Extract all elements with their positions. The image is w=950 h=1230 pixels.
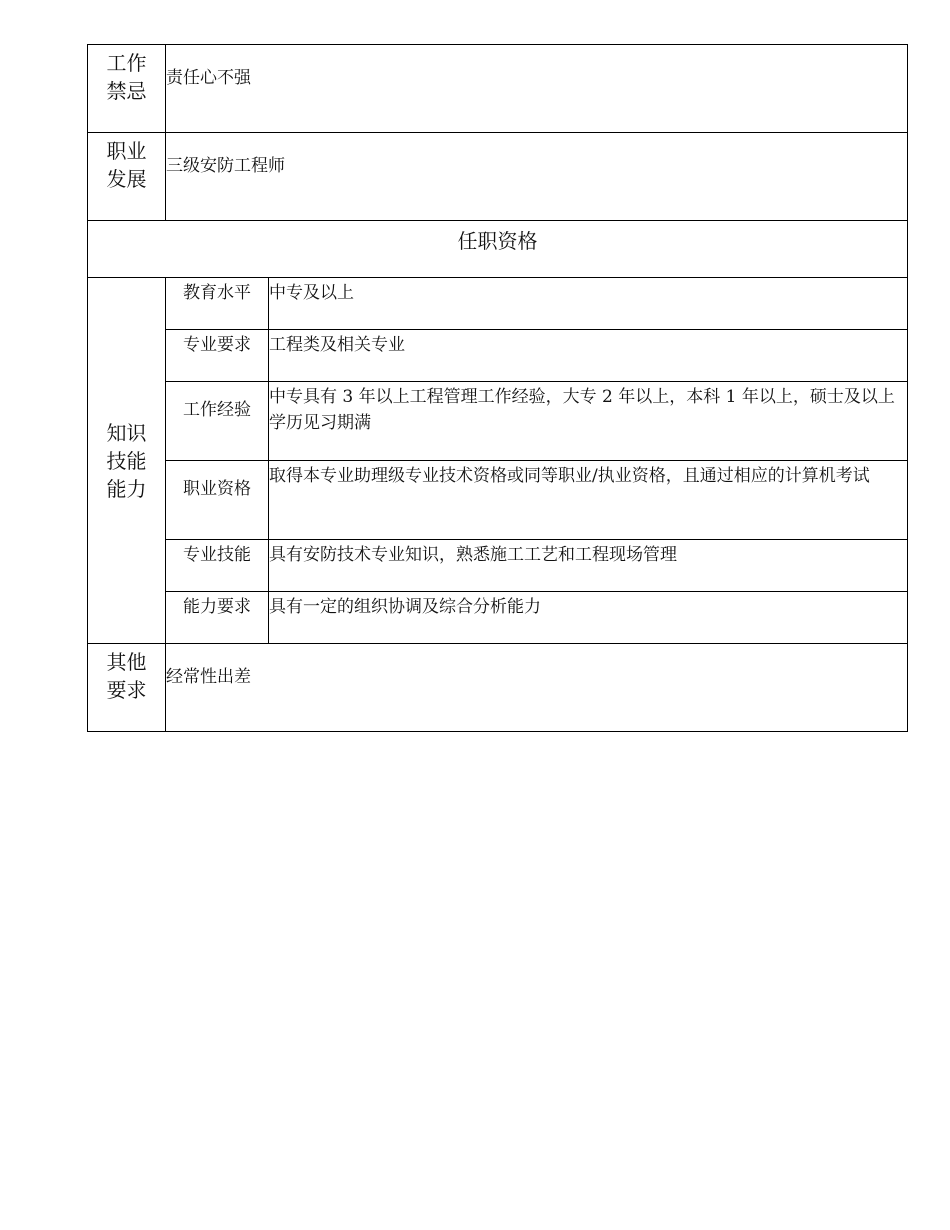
work-taboo-value: 责任心不强 [166,45,908,133]
row-experience [88,382,908,461]
row-major [88,330,908,382]
job-requirements-table [87,44,908,732]
row-other-requirements [88,644,908,732]
other-requirements-value: 经常性出差 [166,644,908,732]
row-education [88,278,908,330]
section-title-text: 任职资格 [457,229,538,253]
row-qualification [88,461,908,540]
qualification-value: 取得本专业助理级专业技术资格或同等职业/执业资格，且通过相应的计算机考试 [269,461,908,540]
professional-skills-value: 具有安防技术专业知识，熟悉施工工艺和工程现场管理 [269,540,908,592]
row-professional-skills [88,540,908,592]
education-value: 中专及以上 [269,278,908,330]
qualification-label: 职业资格 [166,461,269,540]
major-label: 专业要求 [166,330,269,382]
row-career-development [88,133,908,221]
work-taboo-label: 工作禁忌 [88,45,166,133]
ability-label: 能力要求 [166,592,269,644]
other-requirements-label: 其他要求 [88,644,166,732]
row-ability [88,592,908,644]
major-value: 工程类及相关专业 [269,330,908,382]
ability-value: 具有一定的组织协调及综合分析能力 [269,592,908,644]
professional-skills-label: 专业技能 [166,540,269,592]
career-development-value: 三级安防工程师 [166,133,908,221]
row-section-title [88,221,908,278]
career-development-label: 职业发展 [88,133,166,221]
education-label: 教育水平 [166,278,269,330]
knowledge-skills-label: 知识技能能力 [88,278,166,644]
experience-value: 中专具有 3 年以上工程管理工作经验，大专 2 年以上，本科 1 年以上，硕士及以上学历见习期满 [269,382,908,461]
row-work-taboo [88,45,908,133]
section-title [88,221,908,278]
experience-label: 工作经验 [166,382,269,461]
